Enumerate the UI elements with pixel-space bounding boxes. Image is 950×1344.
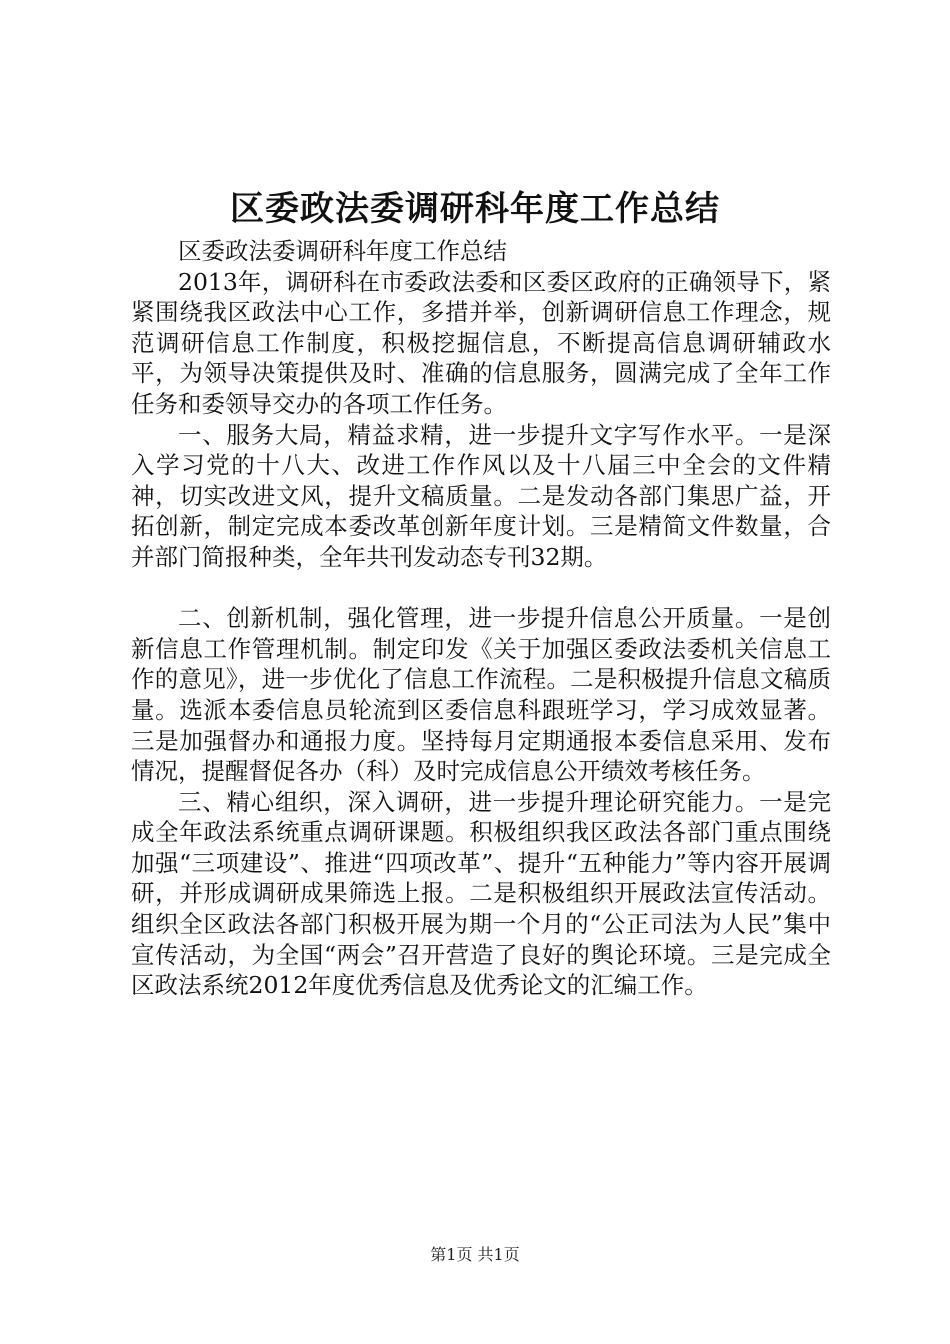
paragraph-intro: 2013年，调研科在市委政法委和区委区政府的正确领导下，紧紧围绕我区政法中心工作，多措并举，创新调研信息工作理念，规范调研信息工作制度，积极挖掘信息，不断提高信息调研辅政水平，为领导决策提供及时、准确的信息服务，圆满完成了全年工作任务和委领导交办的各项工作任务。 [131, 267, 831, 418]
paragraph-spacer [131, 573, 831, 604]
document-title: 区委政法委调研科年度工作总结 [230, 189, 720, 229]
document-subtitle: 区委政法委调研科年度工作总结 [178, 237, 507, 265]
paragraph-section-3: 三、精心组织，深入调研，进一步提升理论研究能力。一是完成全年政法系统重点调研课题。积极组织我区政法各部门重点围绕加强“三项建设”、推进“四项改革”、提升“五种能力”等内容开展调研，并形成调研成果筛选上报。二是积极组织开展政法宣传活动。组织全区政法各部门积极开展为期一个月的“公正司法为人民”集中宣传活动，为全国“两会”召开营造了良好的舆论环境。三是完成全区政法系统2012年度优秀信息及优秀论文的汇编工作。 [131, 787, 831, 1000]
document-body [131, 236, 831, 1001]
paragraph-section-1: 一、服务大局，精益求精，进一步提升文字写作水平。一是深入学习党的十八大、改进工作作风以及十八届三中全会的文件精神，切实改进文风，提升文稿质量。二是发动各部门集思广益，开拓创新，制定完成本委改革创新年度计划。三是精简文件数量，合并部门简报种类，全年共刊发动态专刊32期。 [131, 420, 831, 571]
page-number-footer: 第1页 共1页 [430, 1245, 520, 1264]
paragraph-section-2: 二、创新机制，强化管理，进一步提升信息公开质量。一是创新信息工作管理机制。制定印发《关于加强区委政法委机关信息工作的意见》，进一步优化了信息工作流程。二是积极提升信息文稿质量。选派本委信息员轮流到区委信息科跟班学习，学习成效显著。三是加强督办和通报力度。坚持每月定期通报本委信息采用、发布情况，提醒督促各办（科）及时完成信息公开绩效考核任务。 [131, 604, 831, 786]
